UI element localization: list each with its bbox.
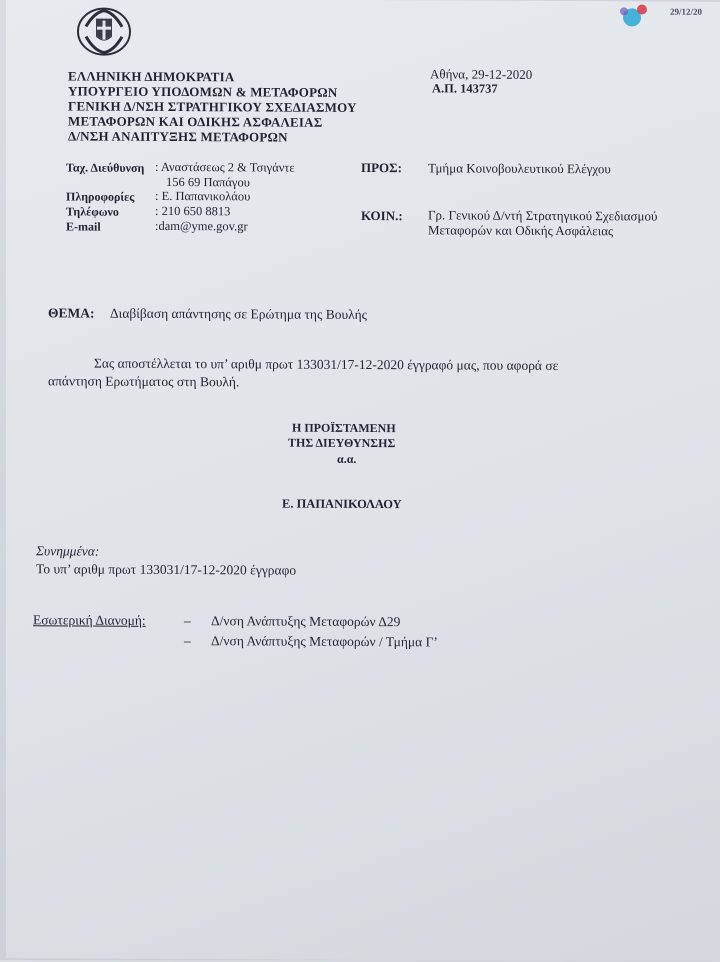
info-label: Πληροφορίες bbox=[66, 189, 135, 204]
cc-value-1: Γρ. Γενικού Δ/ντή Στρατηγικού Σχεδιασμού bbox=[428, 207, 658, 224]
signature-title-1: Η ΠΡΟΪΣΤΑΜΕΝΗ bbox=[292, 420, 396, 436]
attachments-label: Συνημμένα: bbox=[36, 543, 100, 559]
to-label: ΠΡΟΣ: bbox=[361, 159, 402, 176]
info-value: : Ε. Παπανικολάου bbox=[155, 188, 251, 204]
signature-title-2: ΤΗΣ ΔΙΕΥΘΥΝΣΗΣ bbox=[288, 435, 396, 451]
email-label: E-mail bbox=[66, 219, 101, 234]
to-value: Τμήμα Κοινοβουλευτικού Ελέγχου bbox=[428, 160, 611, 177]
distribution-item-1: Δ/νση Ανάπτυξης Μεταφορών Δ29 bbox=[211, 613, 401, 630]
subject-label: ΘΕΜΑ: bbox=[48, 305, 95, 321]
protocol-number: Α.Π. 143737 bbox=[432, 81, 498, 96]
subject-text: Διαβίβαση απάντησης σε Ερώτημα της Βουλής bbox=[110, 305, 367, 323]
org-line-2: ΥΠΟΥΡΓΕΙΟ ΥΠΟΔΟΜΩΝ & ΜΕΤΑΦΟΡΩΝ bbox=[68, 83, 338, 100]
phone-value: : 210 650 8813 bbox=[155, 203, 231, 219]
body-line-2: απάντηση Ερωτήματος στη Βουλή. bbox=[48, 373, 240, 390]
phone-label: Τηλέφωνο bbox=[66, 204, 119, 219]
distribution-dash-1: – bbox=[184, 613, 191, 629]
distribution-label: Εσωτερική Διανομή: bbox=[33, 612, 146, 628]
attachments-item: Το υπ’ αριθμ πρωτ 133031/17-12-2020 έγγραφο bbox=[36, 561, 297, 578]
address-label: Ταχ. Διεύθυνση bbox=[66, 160, 145, 175]
org-line-1: ΕΛΛΗΝΙΚΗ ΔΗΜΟΚΡΑΤΙΑ bbox=[68, 68, 235, 85]
address-value-postcode: 156 69 Παπάγου bbox=[166, 174, 250, 190]
distribution-item-2: Δ/νση Ανάπτυξης Μεταφορών / Τμήμα Γ’ bbox=[211, 633, 438, 650]
org-line-4: ΜΕΤΑΦΟΡΩΝ ΚΑΙ ΟΔΙΚΗΣ ΑΣΦΑΛΕΙΑΣ bbox=[68, 113, 323, 130]
date-place: Αθήνα, 29-12-2020 bbox=[430, 66, 533, 82]
org-line-5: Δ/ΝΣΗ ΑΝΑΠΤΥΞΗΣ ΜΕΤΑΦΟΡΩΝ bbox=[68, 128, 288, 145]
received-stamp bbox=[580, 1, 720, 32]
signatory-name: Ε. ΠΑΠΑΝΙΚΟΛΑΟΥ bbox=[282, 496, 402, 512]
body-line-1: Σας αποστέλλεται το υπ’ αριθμ πρωτ 133031/17-12-2020 έγγραφό μας, που αφορά σε bbox=[94, 355, 559, 374]
cc-value-2: Μεταφορών και Οδικής Ασφάλειας bbox=[428, 222, 614, 239]
address-value: : Αναστάσεως 2 & Τσιγάντε bbox=[155, 159, 295, 175]
stamp-date: 29/12/20 bbox=[670, 6, 703, 17]
distribution-dash-2: – bbox=[184, 633, 191, 649]
org-line-3: ΓΕΝΙΚΗ Δ/ΝΣΗ ΣΤΡΑΤΗΓΙΚΟΥ ΣΧΕΔΙΑΣΜΟΥ bbox=[68, 98, 357, 115]
cc-label: ΚΟΙΝ.: bbox=[361, 207, 403, 224]
document-page bbox=[6, 0, 720, 962]
signature-aa: α.α. bbox=[337, 451, 357, 466]
email-value: :dam@yme.gov.gr bbox=[155, 218, 248, 234]
hellenic-emblem-icon bbox=[76, 6, 132, 56]
